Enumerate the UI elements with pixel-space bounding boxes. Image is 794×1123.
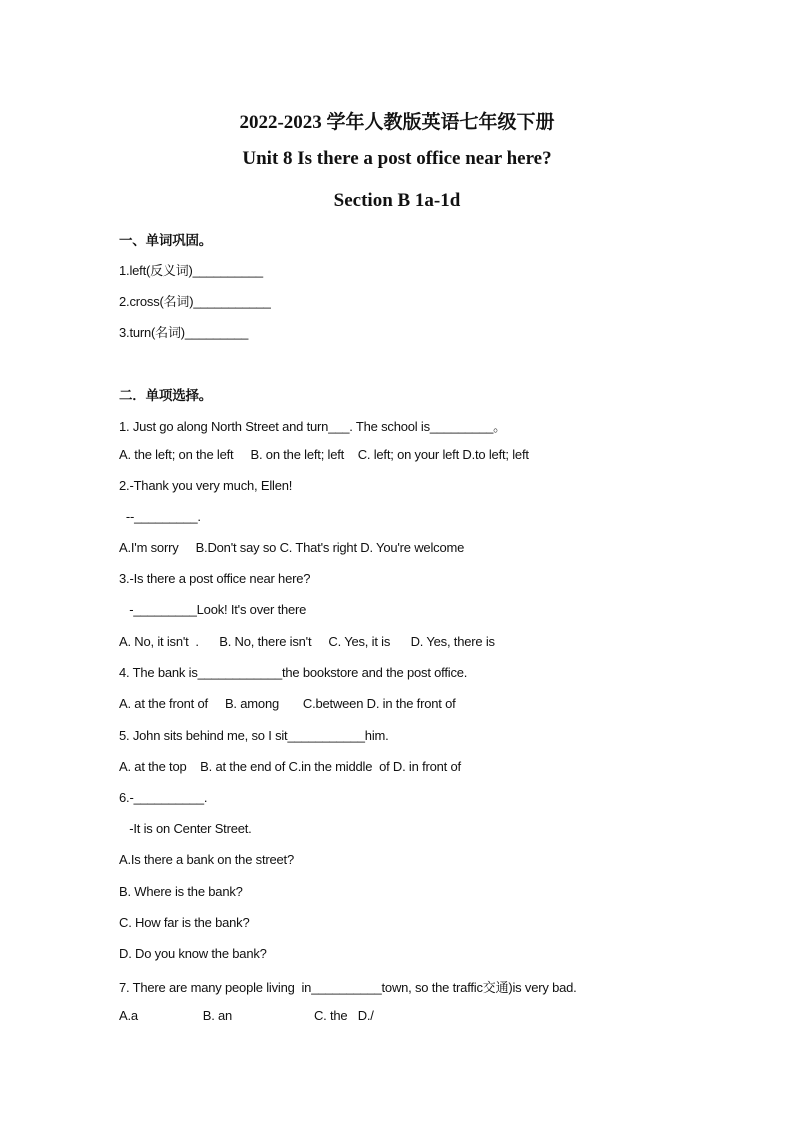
section1-heading: 一、单词巩固。 <box>119 233 213 248</box>
question-2-response: --_________. <box>119 509 201 524</box>
question-3: 3.-Is there a post office near here? <box>119 571 311 586</box>
question-5: 5. John sits behind me, so I sit___________him. <box>119 728 389 743</box>
question-3-response: -_________Look! It's over there <box>119 602 307 617</box>
question-6-response: -It is on Center Street. <box>119 821 252 836</box>
question-4: 4. The bank is____________the bookstore and the post office. <box>119 665 468 680</box>
question-4-options: A. at the front of B. among C.between D. in the front of <box>119 696 456 711</box>
question-2: 2.-Thank you very much, Ellen! <box>119 478 293 493</box>
vocab-item-1: 1.left(反义词)__________ <box>119 263 263 278</box>
question-3-options: A. No, it isn't . B. No, there isn't C. Yes, it is D. Yes, there is <box>119 634 495 649</box>
vocab-item-2: 2.cross(名词)___________ <box>119 294 271 309</box>
question-1-options: A. the left; on the left B. on the left; left C. left; on your left D.to left; left <box>119 447 529 462</box>
question-6: 6.-__________. <box>119 790 208 805</box>
document-title: 2022-2023 学年人教版英语七年级下册 <box>239 112 555 133</box>
question-6-option-c: C. How far is the bank? <box>119 915 250 930</box>
question-1: 1. Just go along North Street and turn___. The school is_________。 <box>119 419 506 434</box>
question-2-options: A.I'm sorry B.Don't say so C. That's right D. You're welcome <box>119 540 465 555</box>
section2-heading: 二．单项选择。 <box>119 388 213 403</box>
section-title: Section B 1a-1d <box>333 190 461 211</box>
question-7: 7. There are many people living in__________town, so the traffic交通)is very bad. <box>119 980 577 995</box>
question-7-options: A.a B. an C. the D./ <box>119 1008 374 1023</box>
vocab-item-3: 3.turn(名词)_________ <box>119 325 249 340</box>
question-5-options: A. at the top B. at the end of C.in the middle of D. in front of <box>119 759 461 774</box>
question-6-option-b: B. Where is the bank? <box>119 884 243 899</box>
unit-title: Unit 8 Is there a post office near here? <box>242 148 552 169</box>
question-6-option-d: D. Do you know the bank? <box>119 946 267 961</box>
question-6-option-a: A.Is there a bank on the street? <box>119 852 294 867</box>
